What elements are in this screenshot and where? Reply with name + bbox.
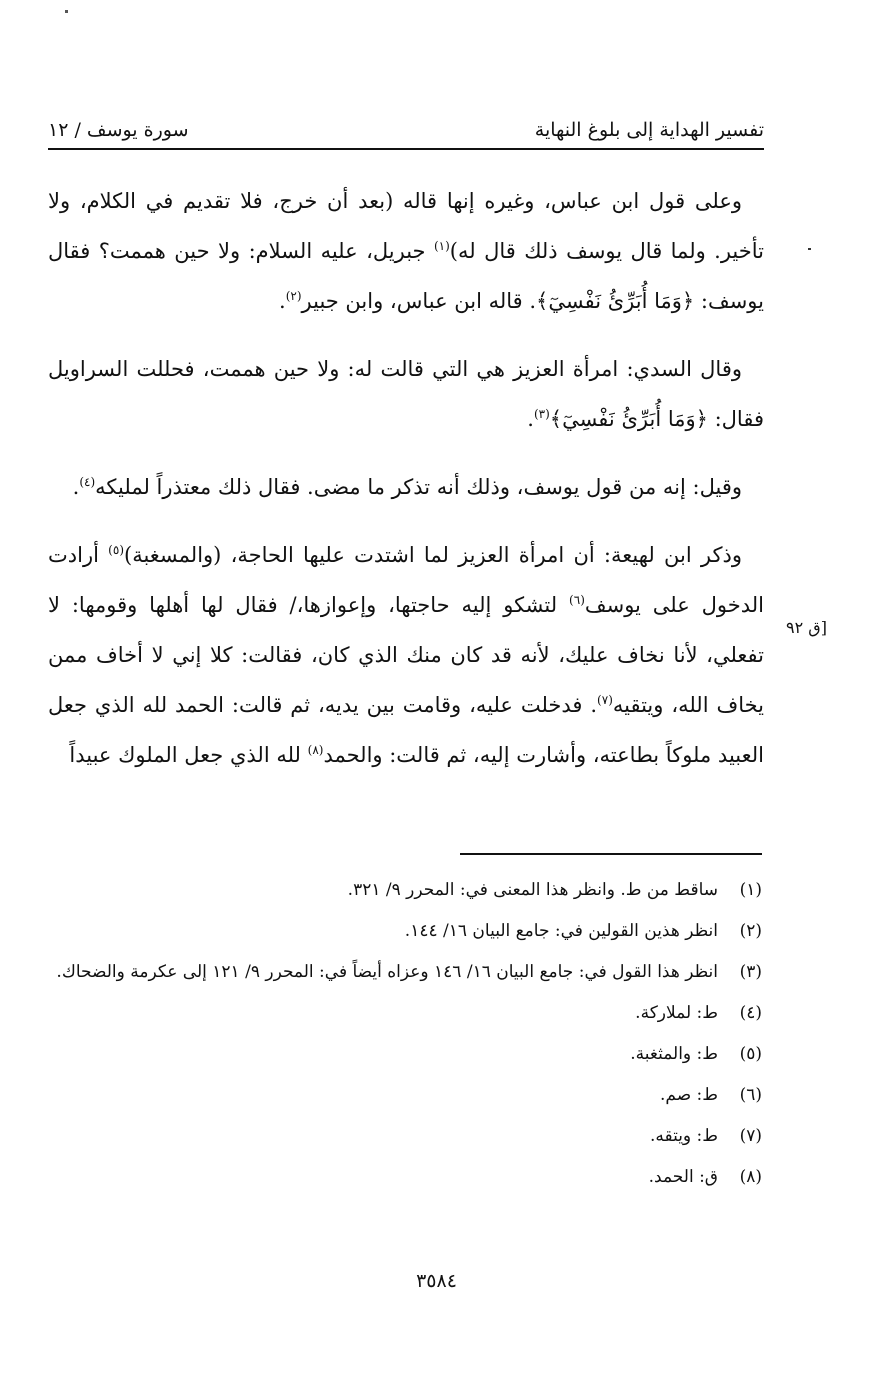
footnote-number: (١) [739, 880, 762, 900]
footnote-text: ق: الحمد. [648, 1167, 718, 1187]
footnote-number: (٥) [739, 1044, 762, 1064]
paragraph-1 [48, 176, 764, 326]
running-header [48, 116, 764, 150]
text-run: . [279, 289, 286, 313]
footnote-number: (٦) [739, 1085, 762, 1105]
surah-reference: سورة يوسف / ١٢ [48, 119, 189, 141]
footnote-ref: (١) [433, 239, 450, 253]
text-run: . فدخلت عليه، وقامت بين يديه، ثم قالت: الحمد لله الذي جعل العبيد ملوكاً بطاعته، وأشارت إليه، ثم قالت: والحمد [48, 693, 764, 767]
footnote-ref: (٥) [108, 543, 124, 557]
paragraph-3 [48, 462, 764, 512]
text-run: لتشكو إليه حاجتها، وإعوازها،/ فقال لها أهلها وقومها: لا تفعلي، لأنا نخاف عليك، لأنه قد كان منك الذي كان، فقالت: كلا إني لا أخاف ممن يخاف الله، ويتقيه [48, 593, 765, 717]
footnote-ref: (٨) [307, 743, 324, 757]
footnote-text: ط: لملاركة. [635, 1003, 718, 1023]
footnote-item [48, 958, 764, 986]
scan-mark [808, 248, 811, 250]
footnote-item [48, 876, 764, 904]
footnote-item [48, 917, 764, 945]
footnotes [48, 876, 764, 1204]
footnote-text: ط: والمثغبة. [630, 1044, 718, 1064]
text-run: جبريل، عليه السلام: ولا حين هممت؟ فقال يوسف: ﴿وَمَا أُبَرِّئُ نَفْسِيٓ﴾. قاله ابن عباس، وابن جبير [48, 239, 764, 313]
footnote-item [48, 1040, 764, 1068]
footnote-number: (٤) [739, 1003, 762, 1023]
paragraph-2 [48, 344, 764, 444]
text-run: وعلى قول ابن عباس، وغيره إنها قاله (بعد أن خرج، فلا تقديم في الكلام، ولا تأخير. ولما قال يوسف ذلك قال له) [48, 189, 764, 263]
footnote-item [48, 999, 764, 1027]
text-run: وقال السدي: امرأة العزيز هي التي قالت له: ولا حين هممت، فحللت السراويل فقال: ﴿وَمَا أُبَرِّئُ نَفْسِيٓ﴾ [48, 357, 764, 431]
text-run: لله الذي جعل الملوك عبيداً [69, 743, 308, 767]
footnote-text: انظر هذين القولين في: جامع البيان ١٦/ ١٤٤. [404, 921, 718, 941]
footnote-number: (٣) [739, 962, 762, 982]
footnote-item [48, 1081, 764, 1109]
footnote-ref: (٧) [597, 693, 613, 707]
page-number: ٣٥٨٤ [416, 1270, 457, 1292]
footnote-ref: (٢) [285, 289, 302, 303]
main-text [48, 176, 764, 780]
footnote-divider [460, 853, 762, 855]
footnote-ref: (٣) [533, 407, 550, 421]
footnote-ref: (٦) [569, 593, 585, 607]
text-run: وذكر ابن لهيعة: أن امرأة العزيز لما اشتدت عليها الحاجة، (والمسغبة) [124, 543, 743, 567]
text-run: أرادت الدخول على يوسف [48, 543, 764, 617]
footnote-text: ساقط من ط. وانظر هذا المعنى في: المحرر ٩/ ٣٢١. [347, 880, 718, 900]
scan-mark [65, 10, 68, 13]
footnote-item [48, 1122, 764, 1150]
text-run: . [72, 475, 80, 499]
footnote-item [48, 1163, 764, 1191]
manuscript-folio-note: [ق ٩٢ [786, 618, 827, 637]
book-title: تفسير الهداية إلى بلوغ النهاية [534, 119, 764, 141]
footnote-number: (٢) [739, 921, 762, 941]
footnote-number: (٧) [739, 1126, 762, 1146]
footnote-text: ط: ويتقه. [649, 1126, 718, 1146]
footnote-ref: (٤) [79, 475, 96, 489]
paragraph-4 [48, 530, 764, 780]
footnote-text: انظر هذا القول في: جامع البيان ١٦/ ١٤٦ وعزاه أيضاً في: المحرر ٩/ ١٢١ إلى عكرمة والضحاك. [56, 962, 718, 982]
text-run: . [527, 407, 534, 431]
footnote-text: ط: صم. [659, 1085, 718, 1105]
text-run: وقيل: إنه من قول يوسف، وذلك أنه تذكر ما مضى. فقال ذلك معتذراً لمليكه [95, 475, 742, 499]
footnote-number: (٨) [739, 1167, 762, 1187]
